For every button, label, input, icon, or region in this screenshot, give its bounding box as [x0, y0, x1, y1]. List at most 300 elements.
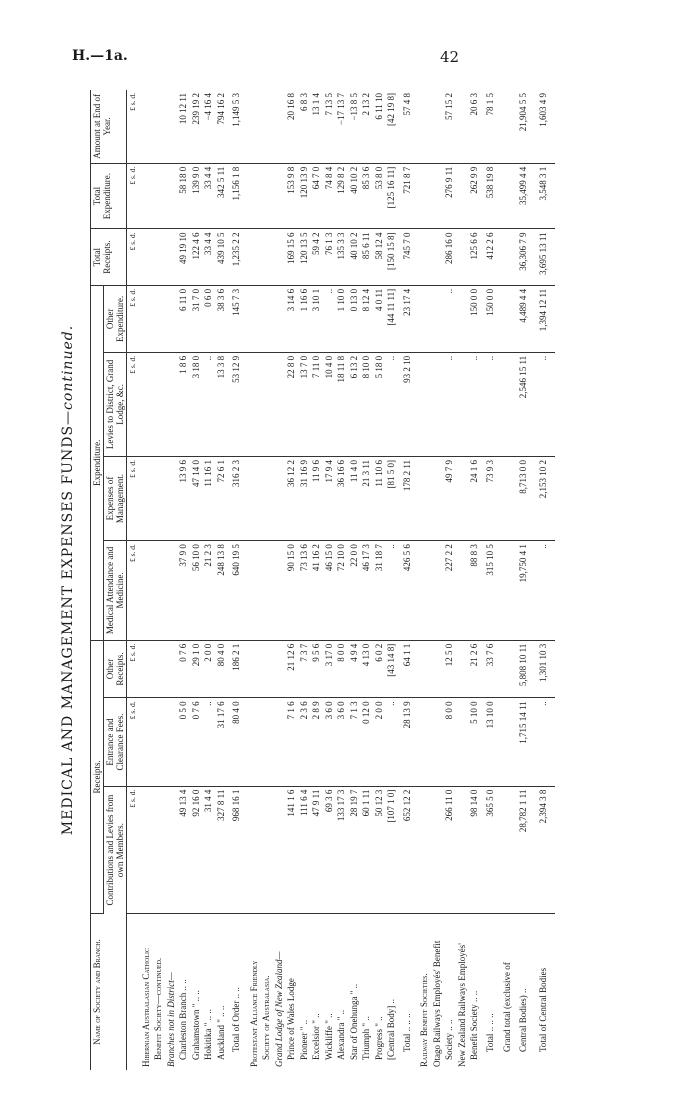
- row-value: [107 1 0]: [385, 786, 398, 913]
- table-row: [227, 90, 248, 1070]
- row-value: 28,782 1 11: [514, 786, 535, 913]
- row-name: Otago Railways Employés' Benefit: [431, 940, 442, 1067]
- row-value: 286 16 0: [443, 229, 456, 285]
- row-value: [431, 640, 444, 698]
- row-value: 31 17 6: [215, 698, 228, 786]
- row-value: [165, 640, 178, 698]
- row-value: [273, 229, 286, 285]
- row-value: 4,489 4 4: [514, 285, 535, 352]
- row-value: ..: [468, 352, 481, 456]
- row-value: 4 13 0: [360, 640, 373, 698]
- row-value: [165, 229, 178, 285]
- row-value: 8 0 0: [443, 698, 456, 786]
- row-value: [418, 90, 431, 163]
- row-value: 46 15 0: [323, 541, 336, 641]
- row-value: 6 11 0: [177, 285, 190, 352]
- row-value: [260, 456, 273, 540]
- row-value: 9 5 6: [310, 640, 323, 698]
- page-reference: H.—1a.: [72, 48, 128, 64]
- row-value: [501, 285, 514, 352]
- row-value: 33 7 6: [481, 640, 502, 698]
- row-value: [501, 698, 514, 786]
- row-value: [152, 285, 165, 352]
- row-value: ..: [443, 352, 456, 456]
- row-value: 22 8 0: [285, 352, 298, 456]
- row-value: 139 9 0: [190, 163, 203, 229]
- table-row: [215, 90, 228, 1070]
- row-value: 58 18 0: [177, 163, 190, 229]
- row-value: [501, 541, 514, 641]
- row-value: 412 2 6: [481, 229, 502, 285]
- row-value: [456, 640, 469, 698]
- row-value: [501, 229, 514, 285]
- row-value: 21 3 11: [360, 456, 373, 540]
- row-value: 1,156 1 8: [227, 163, 248, 229]
- row-value: 64 7 0: [310, 163, 323, 229]
- units-cell: £ s. d.: [127, 456, 140, 540]
- row-name: Protestant Alliance Friendly: [248, 960, 259, 1067]
- row-value: [81 5 0]: [385, 456, 398, 540]
- row-value: 276 9 11: [443, 163, 456, 229]
- row-value: 227 2 2: [443, 541, 456, 641]
- row-value: [418, 541, 431, 641]
- row-value: [165, 90, 178, 163]
- row-value: [456, 456, 469, 540]
- row-value: 35,499 4 4: [514, 163, 535, 229]
- row-value: 8,713 0 0: [514, 456, 535, 540]
- table-row: [443, 90, 456, 1070]
- row-value: 73 13 6: [298, 541, 311, 641]
- row-value: 24 1 6: [468, 456, 481, 540]
- row-value: [456, 541, 469, 641]
- row-value: [273, 698, 286, 786]
- row-value: 1,603 4 9: [534, 90, 555, 163]
- row-value: [260, 163, 273, 229]
- row-value: 1,715 14 11: [514, 698, 535, 786]
- table-row: [140, 90, 153, 1070]
- row-value: [418, 698, 431, 786]
- row-value: [165, 163, 178, 229]
- row-value: [152, 786, 165, 913]
- row-value: [431, 285, 444, 352]
- rotated-table-container: [60, 80, 690, 1080]
- header-amount-end: Amount at End of Year.: [91, 90, 127, 163]
- row-value: 794 16 2: [215, 90, 228, 163]
- table-row: [534, 90, 555, 1070]
- row-value: 60 1 11: [360, 786, 373, 913]
- row-name: [Central Body] ..: [386, 999, 396, 1060]
- row-value: ..: [481, 352, 502, 456]
- table-row: [323, 90, 336, 1070]
- row-value: 17 9 4: [323, 456, 336, 540]
- row-value: ..: [323, 285, 336, 352]
- row-value: [165, 786, 178, 913]
- row-name: Prince of Wales Lodge: [286, 978, 296, 1060]
- row-value: [248, 786, 261, 913]
- row-value: 129 8 2: [335, 163, 348, 229]
- row-value: [273, 352, 286, 456]
- row-value: 76 1 3: [323, 229, 336, 285]
- row-value: [152, 352, 165, 456]
- table-row: [248, 90, 261, 1070]
- row-name: Charleston Branch .. ..: [178, 979, 188, 1060]
- row-value: 12 5 0: [443, 640, 456, 698]
- row-value: [431, 541, 444, 641]
- row-value: 2 13 2: [360, 90, 373, 163]
- row-value: 1 16 6: [298, 285, 311, 352]
- row-value: 2,153 10 2: [534, 456, 555, 540]
- row-value: [501, 786, 514, 913]
- units-cell: £ s. d.: [127, 786, 140, 913]
- header-name: Name of Society and Branch.: [91, 914, 127, 1071]
- row-value: 968 16 1: [227, 786, 248, 913]
- row-value: 365 5 0: [481, 786, 502, 913]
- row-value: [152, 456, 165, 540]
- row-value: 3,695 13 11: [534, 229, 555, 285]
- row-value: 57 4 8: [398, 90, 419, 163]
- row-value: [431, 229, 444, 285]
- row-value: 3 18 0: [190, 352, 203, 456]
- row-name: Benefit Society—continued.: [153, 957, 163, 1060]
- row-value: 47 9 11: [310, 786, 323, 913]
- row-value: [273, 163, 286, 229]
- row-value: [44 11 11]: [385, 285, 398, 352]
- table-row: [360, 90, 373, 1070]
- row-value: 72 6 1: [215, 456, 228, 540]
- row-value: 72 10 0: [335, 541, 348, 641]
- row-value: 21 2 6: [468, 640, 481, 698]
- row-name: Hibernian Australasian Catholic: [140, 947, 151, 1067]
- row-value: [456, 90, 469, 163]
- row-value: 426 5 6: [398, 541, 419, 641]
- row-value: 316 2 3: [227, 456, 248, 540]
- row-value: 36 12 2: [285, 456, 298, 540]
- row-value: 186 2 1: [227, 640, 248, 698]
- row-value: 21,904 5 5: [514, 90, 535, 163]
- row-value: [165, 541, 178, 641]
- row-value: 73 9 3: [481, 456, 502, 540]
- header-expenditure: Expenditure.: [91, 285, 104, 640]
- row-value: 266 11 0: [443, 786, 456, 913]
- row-value: [431, 786, 444, 913]
- table-row: [385, 90, 398, 1070]
- table-title: [60, 80, 76, 1080]
- row-value: 21 12 6: [285, 640, 298, 698]
- row-value: 90 15 0: [285, 541, 298, 641]
- row-value: [140, 456, 153, 540]
- row-value: 31 18 7: [373, 541, 386, 641]
- row-value: [140, 163, 153, 229]
- row-value: 11 9 6: [310, 456, 323, 540]
- row-value: 98 14 0: [468, 786, 481, 913]
- units-cell: £ s. d.: [127, 229, 140, 285]
- row-name: Auckland " .. ..: [215, 1005, 226, 1060]
- row-value: 125 6 6: [468, 229, 481, 285]
- row-value: ..: [534, 352, 555, 456]
- table-row: [468, 90, 481, 1070]
- row-value: 29 1 0: [190, 640, 203, 698]
- row-value: [140, 541, 153, 641]
- row-value: 88 8 3: [468, 541, 481, 641]
- row-value: 7 1 3: [348, 698, 361, 786]
- row-value: 21 2 3: [202, 541, 215, 641]
- row-value: [140, 285, 153, 352]
- row-value: 1,301 10 3: [534, 640, 555, 698]
- table-row: [298, 90, 311, 1070]
- row-value: 122 4 6: [190, 229, 203, 285]
- row-value: 58 12 4: [373, 229, 386, 285]
- row-value: [501, 640, 514, 698]
- row-value: 19,750 4 1: [514, 541, 535, 641]
- row-value: 40 10 2: [348, 163, 361, 229]
- row-value: [260, 698, 273, 786]
- row-value: [152, 229, 165, 285]
- row-name: Total .. .. ..: [484, 1013, 495, 1052]
- units-spacer: [127, 914, 140, 1071]
- row-name: Railway Benefit Societies.: [419, 973, 429, 1067]
- row-value: 18 11 8: [335, 352, 348, 456]
- row-value: 50 12 3: [373, 786, 386, 913]
- table-row: [273, 90, 286, 1070]
- header-total-receipts: Total Receipts.: [91, 229, 127, 285]
- row-value: 80 4 0: [227, 698, 248, 786]
- row-value: 53 8 0: [373, 163, 386, 229]
- row-value: [273, 285, 286, 352]
- units-row: [127, 90, 140, 1070]
- row-value: 178 2 11: [398, 456, 419, 540]
- row-value: 7 1 6: [285, 698, 298, 786]
- row-value: [260, 786, 273, 913]
- row-value: 538 19 8: [481, 163, 502, 229]
- row-value: 3 14 6: [285, 285, 298, 352]
- row-value: 342 5 11: [215, 163, 228, 229]
- row-value: 49 7 9: [443, 456, 456, 540]
- row-value: [43 14 8]: [385, 640, 398, 698]
- row-value: [140, 786, 153, 913]
- header-levies: Levies to District, Grand Lodge, &c.: [104, 352, 127, 456]
- row-value: 56 10 0: [190, 541, 203, 641]
- row-value: ..: [385, 698, 398, 786]
- row-value: 2 3 6: [298, 698, 311, 786]
- row-name: Progress " ..: [373, 1016, 384, 1060]
- row-value: 0 7 6: [177, 640, 190, 698]
- row-value: 745 7 0: [398, 229, 419, 285]
- row-value: 85 6 11: [360, 229, 373, 285]
- table-row: [202, 90, 215, 1070]
- row-value: [418, 229, 431, 285]
- row-value: 31 4 4: [202, 786, 215, 913]
- row-value: 80 4 0: [215, 640, 228, 698]
- title-continued: continued.: [60, 324, 76, 410]
- row-name: Central Bodies) ..: [517, 988, 528, 1052]
- row-value: [456, 786, 469, 913]
- row-value: [165, 285, 178, 352]
- row-value: −13 8 5: [348, 90, 361, 163]
- row-value: 23 17 4: [398, 285, 419, 352]
- row-value: 327 8 11: [215, 786, 228, 913]
- row-value: [273, 786, 286, 913]
- row-value: [260, 352, 273, 456]
- row-value: [140, 640, 153, 698]
- row-value: ..: [385, 352, 398, 456]
- row-value: 640 19 5: [227, 541, 248, 641]
- row-value: [248, 352, 261, 456]
- row-name: Total of Central Bodies: [538, 967, 548, 1052]
- row-name: Pioneer " ..: [298, 1019, 309, 1060]
- row-name: Total .. .. ..: [401, 1013, 412, 1052]
- row-value: 38 3 6: [215, 285, 228, 352]
- table-row: [285, 90, 298, 1070]
- row-value: [456, 163, 469, 229]
- row-value: 0 12 0: [360, 698, 373, 786]
- row-value: [456, 229, 469, 285]
- row-value: [260, 541, 273, 641]
- row-value: [431, 456, 444, 540]
- row-name: Branches not in District—: [165, 972, 176, 1067]
- row-name: Grand Lodge of New Zealand—: [273, 951, 284, 1067]
- row-value: 31 7 0: [190, 285, 203, 352]
- row-name: Alexandra " ..: [336, 1009, 346, 1060]
- row-value: [152, 163, 165, 229]
- row-value: 85 3 6: [360, 163, 373, 229]
- row-value: [152, 90, 165, 163]
- row-value: ..: [202, 352, 215, 456]
- row-value: [273, 640, 286, 698]
- row-value: 141 1 6: [285, 786, 298, 913]
- row-value: 8 12 4: [360, 285, 373, 352]
- row-value: 1 10 0: [335, 285, 348, 352]
- row-value: [418, 786, 431, 913]
- row-value: [418, 285, 431, 352]
- units-cell: £ s. d.: [127, 640, 140, 698]
- row-value: 0 5 0: [177, 698, 190, 786]
- units-cell: £ s. d.: [127, 90, 140, 163]
- row-name: Triumph " ..: [361, 1016, 371, 1060]
- row-value: 33 4 4: [202, 163, 215, 229]
- row-value: 120 13 9: [298, 163, 311, 229]
- row-value: 1,149 5 3: [227, 90, 248, 163]
- table-row: [152, 90, 165, 1070]
- row-value: 150 0 0: [481, 285, 502, 352]
- row-value: 6 11 10: [373, 90, 386, 163]
- row-value: [152, 541, 165, 641]
- row-value: 4 0 11: [373, 285, 386, 352]
- row-value: −17 13 7: [335, 90, 348, 163]
- header-entrance: Entrance and Clearance Fees.: [104, 698, 127, 786]
- table-row: [260, 90, 273, 1070]
- row-value: 111 6 4: [298, 786, 311, 913]
- row-value: 2 8 9: [310, 698, 323, 786]
- row-value: 41 16 2: [310, 541, 323, 641]
- row-value: 1,235 2 2: [227, 229, 248, 285]
- row-value: 3 10 1: [310, 285, 323, 352]
- row-value: 721 8 7: [398, 163, 419, 229]
- row-value: 20 6 3: [468, 90, 481, 163]
- row-value: 74 8 4: [323, 163, 336, 229]
- row-value: 120 13 5: [298, 229, 311, 285]
- row-name: Wickliffe " ..: [323, 1013, 334, 1060]
- row-value: 93 2 10: [398, 352, 419, 456]
- row-value: 22 0 0: [348, 541, 361, 641]
- row-value: [456, 285, 469, 352]
- row-value: 0 13 0: [348, 285, 361, 352]
- row-value: [248, 456, 261, 540]
- row-value: 7 3 7: [298, 640, 311, 698]
- row-value: 0 6 0: [202, 285, 215, 352]
- row-name: Grand total (exclusive of: [502, 962, 512, 1052]
- row-value: 49 19 10: [177, 229, 190, 285]
- row-value: [456, 698, 469, 786]
- units-cell: £ s. d.: [127, 541, 140, 641]
- row-value: [140, 352, 153, 456]
- funds-table: [90, 90, 555, 1070]
- row-value: 5 18 0: [373, 352, 386, 456]
- row-value: [248, 229, 261, 285]
- row-value: 64 1 1: [398, 640, 419, 698]
- row-name: Total of Order .. ..: [231, 987, 241, 1052]
- row-value: 6 0 2: [373, 640, 386, 698]
- table-row: [456, 90, 469, 1070]
- row-value: 3 6 0: [323, 698, 336, 786]
- row-value: [140, 698, 153, 786]
- row-value: 31 16 9: [298, 456, 311, 540]
- row-value: 145 7 3: [227, 285, 248, 352]
- row-value: 59 4 2: [310, 229, 323, 285]
- row-value: [150 15 8]: [385, 229, 398, 285]
- row-value: 28 13 9: [398, 698, 419, 786]
- row-value: [165, 352, 178, 456]
- row-value: ..: [202, 698, 215, 786]
- row-value: 33 4 4: [202, 229, 215, 285]
- row-value: [152, 698, 165, 786]
- row-value: 0 7 6: [190, 698, 203, 786]
- row-value: 13 3 8: [215, 352, 228, 456]
- row-value: 133 17 3: [335, 786, 348, 913]
- row-value: [418, 640, 431, 698]
- row-value: ..: [385, 541, 398, 641]
- row-value: 92 16 0: [190, 786, 203, 913]
- row-value: 7 11 0: [310, 352, 323, 456]
- header-medical: Medical Attendance and Medicine.: [104, 541, 127, 641]
- table-row: [177, 90, 190, 1070]
- row-value: 36,306 7 9: [514, 229, 535, 285]
- row-value: [248, 285, 261, 352]
- row-value: [431, 163, 444, 229]
- row-value: 13 7 0: [298, 352, 311, 456]
- table-row: [514, 90, 535, 1070]
- table-row: [481, 90, 502, 1070]
- row-value: 169 15 6: [285, 229, 298, 285]
- row-value: [260, 285, 273, 352]
- row-value: [248, 640, 261, 698]
- row-value: 11 4 0: [348, 456, 361, 540]
- row-value: 53 12 9: [227, 352, 248, 456]
- row-value: 37 9 0: [177, 541, 190, 641]
- row-value: 1 8 6: [177, 352, 190, 456]
- row-value: [248, 90, 261, 163]
- header-total-expenditure: Total Expenditure.: [91, 163, 127, 229]
- row-value: 13 9 6: [177, 456, 190, 540]
- header-receipts: Receipts.: [91, 640, 104, 913]
- row-value: ..: [443, 285, 456, 352]
- row-value: 2,394 3 8: [534, 786, 555, 913]
- row-value: [501, 90, 514, 163]
- row-value: 46 17 3: [360, 541, 373, 641]
- units-cell: £ s. d.: [127, 698, 140, 786]
- row-value: 2,546 15 11: [514, 352, 535, 456]
- row-value: 36 16 6: [335, 456, 348, 540]
- row-value: 20 16 8: [285, 90, 298, 163]
